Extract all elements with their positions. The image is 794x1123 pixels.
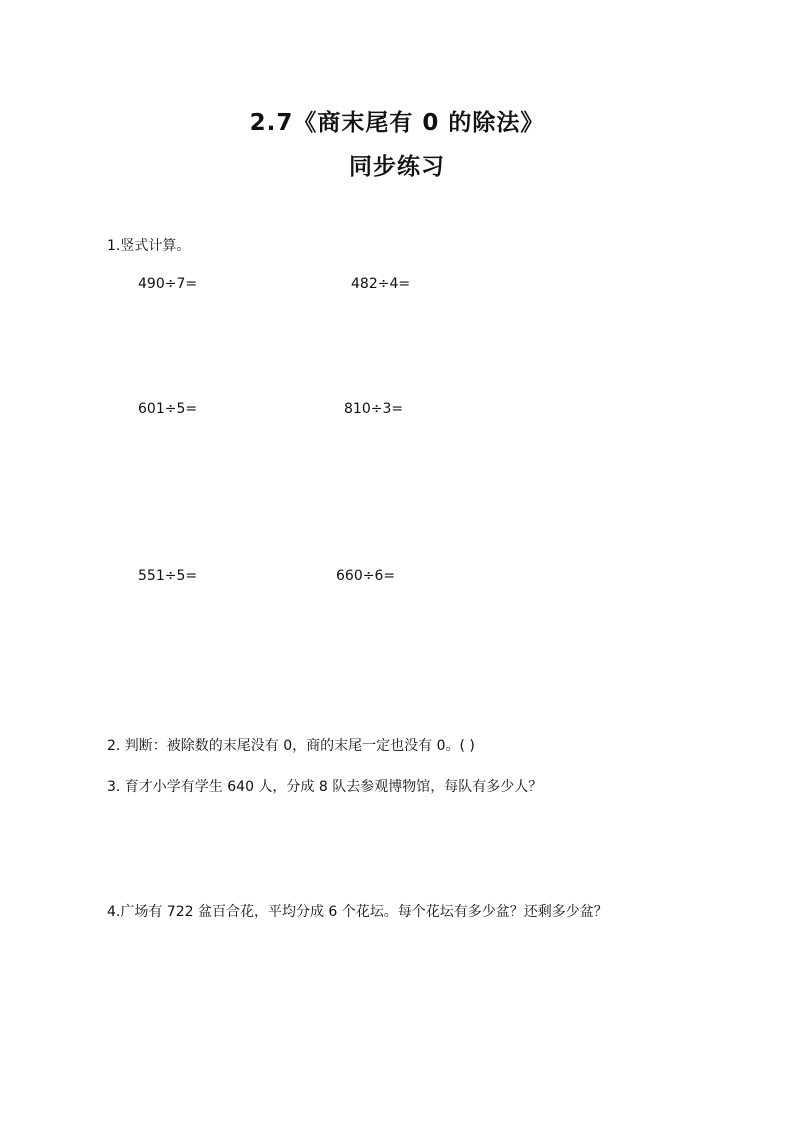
equation-3b: 660÷6= [336,568,396,584]
equation-2a: 601÷5= [138,401,198,417]
equation-2b: 810÷3= [344,401,404,417]
page-title: 2.7《商末尾有 0 的除法》 [249,110,545,136]
equation-1b: 482÷4= [351,276,411,292]
question-3: 3. 育才小学有学生 640 人，分成 8 队去参观博物馆，每队有多少人？ [107,779,543,795]
equation-1a: 490÷7= [138,276,198,292]
equation-3a: 551÷5= [138,568,198,584]
question-2: 2. 判断：被除数的末尾没有 0，商的末尾一定也没有 0。( ) [107,738,475,754]
question-1-heading: 1.竖式计算。 [107,238,191,254]
page-subtitle: 同步练习 [349,154,445,180]
question-4: 4.广场有 722 盆百合花，平均分成 6 个花坛。每个花坛有多少盆？还剩多少盆？ [107,904,608,920]
